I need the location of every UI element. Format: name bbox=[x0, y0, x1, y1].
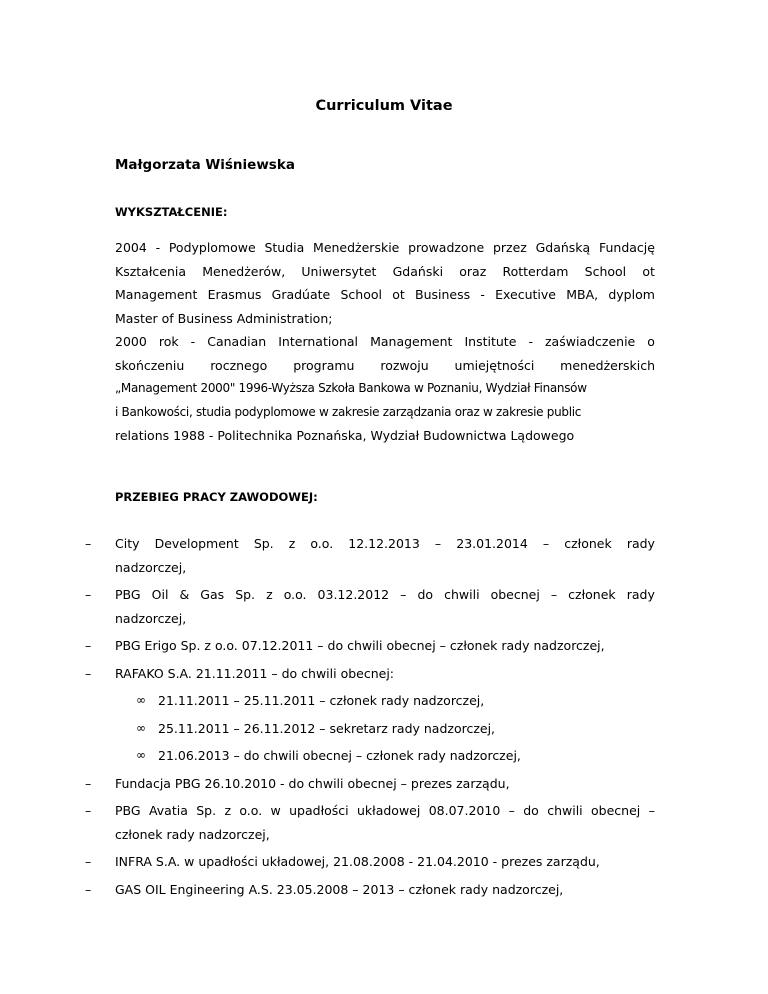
word: Rotterdam bbox=[502, 263, 569, 279]
word: Canadian bbox=[207, 334, 267, 349]
word: MBA, bbox=[566, 287, 599, 302]
word: skończeniu bbox=[115, 357, 185, 373]
word: Management bbox=[370, 334, 453, 349]
infinity-bullet-icon: ∞ bbox=[136, 720, 146, 735]
word: – bbox=[434, 536, 442, 551]
word: 2004 bbox=[115, 240, 147, 255]
dash-bullet: – bbox=[85, 587, 92, 602]
word: przez bbox=[492, 240, 527, 255]
word: Development bbox=[154, 536, 239, 551]
education-line bbox=[115, 283, 655, 307]
career-item bbox=[0, 634, 655, 658]
word: Kształcenia bbox=[115, 263, 187, 279]
dash-bullet: – bbox=[85, 854, 92, 869]
word: rozwoju bbox=[380, 357, 429, 373]
education-line bbox=[115, 330, 655, 354]
word: do bbox=[417, 587, 434, 602]
dash-bullet: – bbox=[85, 803, 92, 818]
document-title: Curriculum Vitae bbox=[315, 98, 453, 114]
education-line: Master of Business Administration; bbox=[115, 310, 333, 326]
career-item-text: RAFAKO S.A. 21.11.2011 – do chwili obecnej: bbox=[115, 665, 395, 681]
word: City bbox=[115, 536, 140, 551]
word: Menedżerów, bbox=[202, 263, 286, 279]
word: menedżerskich bbox=[560, 357, 655, 373]
word: obecnej bbox=[490, 587, 540, 602]
career-subitem bbox=[0, 744, 768, 768]
word: o bbox=[647, 334, 655, 349]
word: - bbox=[480, 287, 485, 302]
dash-bullet: – bbox=[85, 665, 92, 681]
word: upadłości bbox=[289, 803, 349, 818]
word: Oil bbox=[151, 587, 169, 602]
word: 23.01.2014 bbox=[456, 536, 528, 551]
word: School bbox=[584, 263, 627, 279]
career-item bbox=[0, 583, 655, 630]
dash-bullet: – bbox=[85, 881, 92, 897]
word: 08.07.2010 bbox=[428, 803, 501, 818]
word: z bbox=[224, 803, 231, 818]
word: Menedżerskie bbox=[313, 240, 400, 255]
word: dyplom bbox=[608, 287, 655, 302]
word: 12.12.2013 bbox=[348, 536, 420, 551]
word: prowadzone bbox=[408, 240, 485, 255]
word: rady bbox=[626, 587, 655, 602]
career-subitem bbox=[0, 689, 768, 713]
career-subitem bbox=[0, 717, 768, 741]
education-line bbox=[115, 236, 655, 260]
word: członek bbox=[564, 536, 612, 551]
career-list bbox=[0, 532, 768, 905]
word: – bbox=[508, 803, 515, 818]
education-line bbox=[115, 260, 655, 284]
word: umiejętności bbox=[454, 357, 535, 373]
career-item-text-cont: nadzorczej, bbox=[115, 559, 187, 575]
word: z bbox=[266, 587, 273, 602]
word: układowej bbox=[357, 803, 421, 818]
career-item-text-cont: członek rady nadzorczej, bbox=[115, 826, 270, 842]
word: Sp. bbox=[196, 803, 217, 818]
word: International bbox=[278, 334, 359, 349]
word: PBG bbox=[115, 587, 141, 602]
dash-bullet: – bbox=[85, 638, 92, 653]
word: o.o. bbox=[283, 587, 307, 602]
word: 03.12.2012 bbox=[317, 587, 390, 602]
career-item-text: PBG Erigo Sp. z o.o. 07.12.2011 – do chwili obecnej – członek rady nadzorczej, bbox=[115, 638, 605, 653]
word: obecnej bbox=[591, 803, 641, 818]
word: – bbox=[542, 536, 550, 551]
word: PBG bbox=[115, 803, 141, 818]
infinity-bullet-icon: ∞ bbox=[136, 693, 146, 707]
word: rocznego bbox=[210, 357, 268, 373]
word: programu bbox=[293, 357, 355, 373]
word: Gdański bbox=[392, 263, 444, 279]
word: zaświadczenie bbox=[545, 334, 636, 349]
infinity-bullet-icon: ∞ bbox=[136, 748, 146, 762]
word: Institute bbox=[464, 334, 517, 349]
word: Business bbox=[415, 287, 471, 302]
word: Uniwersytet bbox=[301, 263, 377, 279]
word: do bbox=[523, 803, 539, 818]
word: Gas bbox=[200, 587, 225, 602]
word: ot bbox=[392, 287, 405, 302]
education-line bbox=[115, 354, 655, 378]
career-subitem-text: 25.11.2011 – 26.11.2012 – sekretarz rady nadzorczej, bbox=[158, 720, 496, 736]
career-item-text: INFRA S.A. w upadłości układowej, 21.08.2008 - 21.04.2010 - prezes zarządu, bbox=[115, 854, 600, 869]
word: Executive bbox=[495, 287, 556, 302]
career-item-text-cont: nadzorczej, bbox=[115, 610, 187, 626]
career-heading: PRZEBIEG PRACY ZAWODOWEJ: bbox=[115, 490, 318, 504]
career-item-text: Fundacja PBG 26.10.2010 - do chwili obecnej – prezes zarządu, bbox=[115, 775, 510, 791]
word: – bbox=[550, 587, 558, 602]
word: & bbox=[179, 587, 190, 602]
word: ot bbox=[642, 263, 655, 279]
education-line: relations 1988 - Politechnika Poznańska, Wydział Budownictwa Lądowego bbox=[115, 428, 575, 443]
career-item-text bbox=[115, 532, 655, 556]
person-name: Małgorzata Wiśniewska bbox=[115, 157, 295, 173]
dash-bullet: – bbox=[85, 775, 92, 791]
word: Sp. bbox=[235, 587, 256, 602]
career-item bbox=[0, 772, 655, 796]
word: Gdańską bbox=[535, 240, 591, 255]
career-subitem-text: 21.11.2011 – 25.11.2011 – członek rady nadzorczej, bbox=[158, 693, 485, 708]
word: w bbox=[270, 803, 281, 818]
word: członek bbox=[568, 587, 616, 602]
career-item bbox=[0, 662, 655, 686]
word: Gradúate bbox=[271, 287, 331, 302]
career-item-text bbox=[115, 799, 655, 823]
career-item bbox=[0, 850, 655, 874]
word: 2000 bbox=[115, 334, 147, 349]
word: – bbox=[648, 803, 655, 818]
career-item bbox=[0, 878, 655, 902]
education-section bbox=[115, 236, 655, 448]
word: o.o. bbox=[239, 803, 263, 818]
dash-bullet: – bbox=[85, 536, 92, 551]
word: chwili bbox=[547, 803, 583, 818]
career-subitem-text: 21.06.2013 – do chwili obecnej – członek rady nadzorczej, bbox=[158, 748, 521, 763]
word: rady bbox=[626, 536, 655, 551]
word: o.o. bbox=[310, 536, 334, 551]
word: – bbox=[400, 587, 407, 602]
career-item bbox=[0, 532, 655, 579]
word: rok bbox=[158, 334, 179, 349]
word: chwili bbox=[444, 587, 480, 602]
word: - bbox=[190, 334, 196, 349]
education-line: „Management 2000" 1996-Wyższa Szkoła Bankowa w Poznaniu, Wydział Finansów bbox=[115, 381, 587, 395]
career-item-text bbox=[115, 583, 655, 607]
word: z bbox=[288, 536, 296, 551]
word: oraz bbox=[459, 263, 487, 279]
career-item-text: GAS OIL Engineering A.S. 23.05.2008 – 2013 – członek rady nadzorczej, bbox=[115, 881, 564, 897]
word: - bbox=[155, 240, 161, 255]
word: School bbox=[340, 287, 382, 302]
word: Fundację bbox=[598, 240, 655, 255]
word: Management bbox=[115, 287, 198, 302]
word: Studia bbox=[264, 240, 305, 255]
word: Podyplomowe bbox=[168, 240, 256, 255]
education-heading: WYKSZTAŁCENIE: bbox=[115, 205, 228, 219]
word: Sp. bbox=[253, 536, 274, 551]
education-line: i Bankowości, studia podyplomowe w zakresie zarządzania oraz w zakresie public bbox=[115, 404, 582, 419]
word: - bbox=[528, 334, 533, 349]
word: Erasmus bbox=[207, 287, 262, 302]
career-item bbox=[0, 799, 655, 846]
word: Avatia bbox=[148, 803, 188, 818]
